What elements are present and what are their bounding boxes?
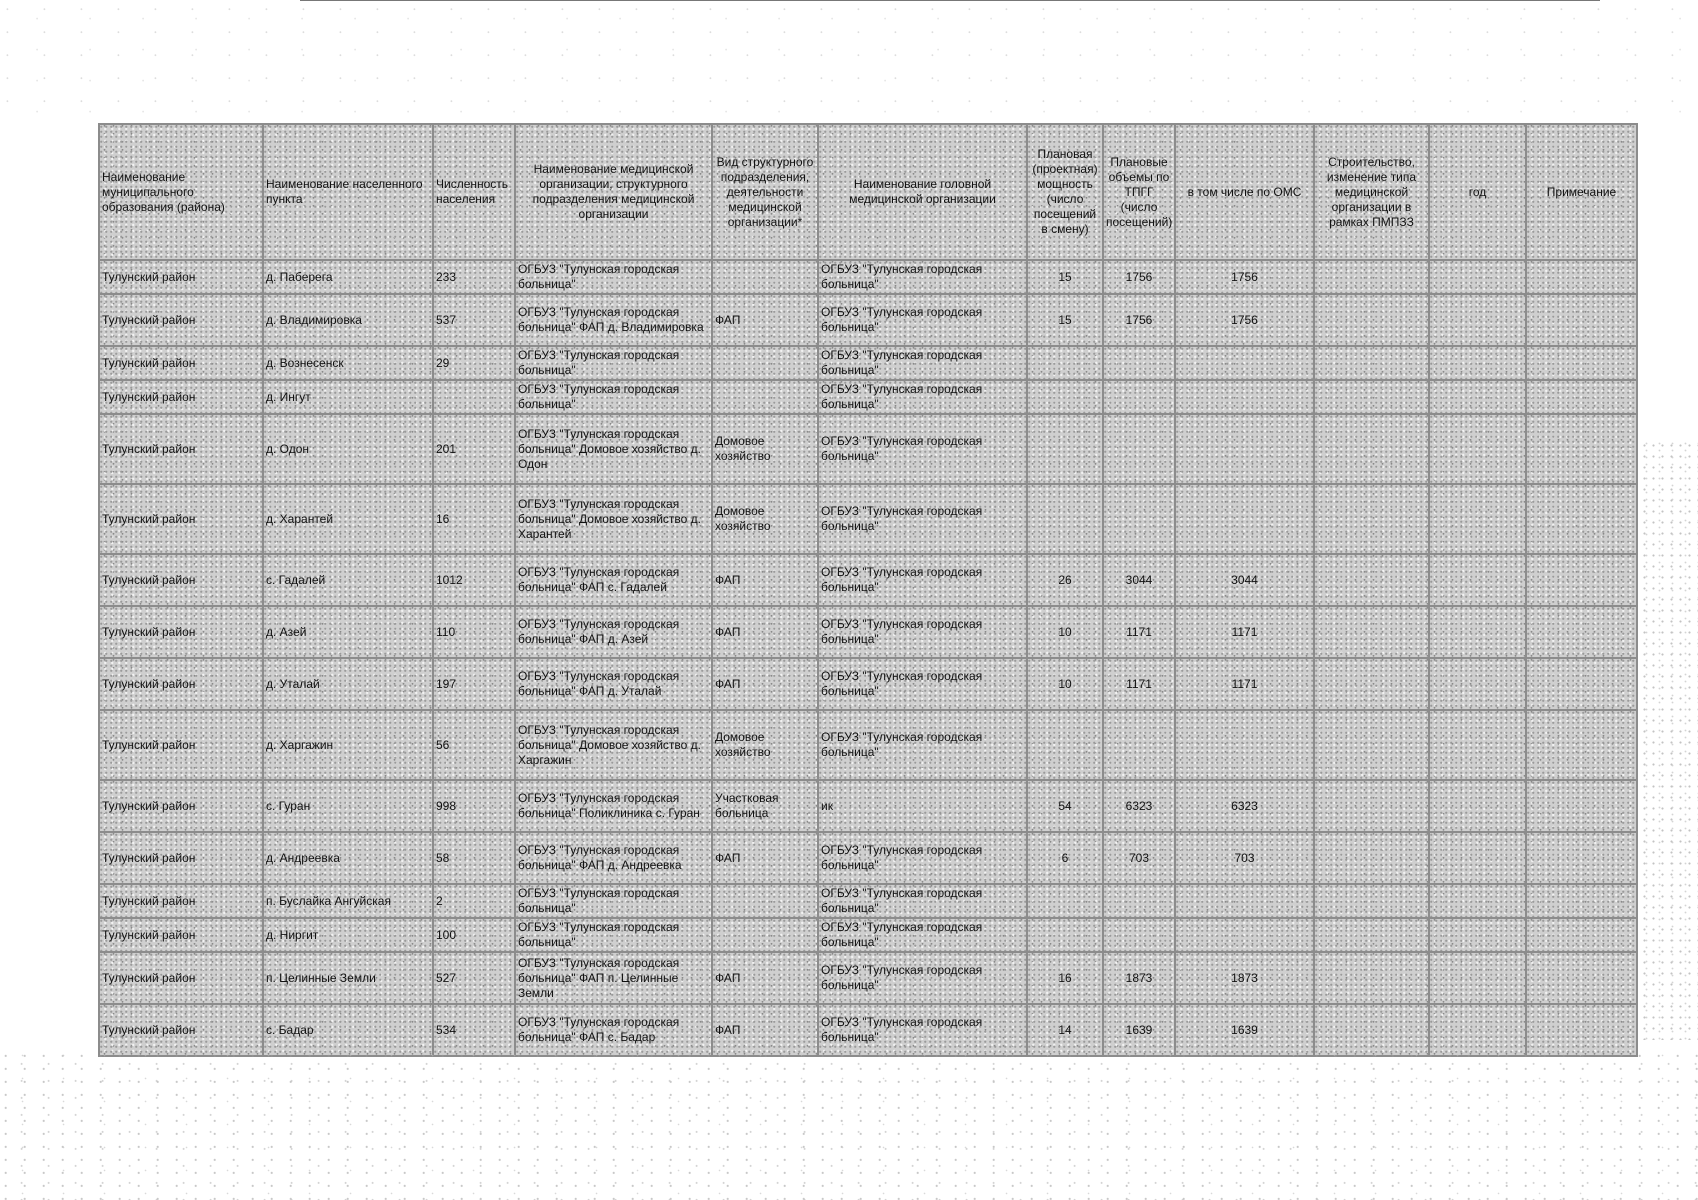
cell-year xyxy=(1429,380,1526,414)
header-col-settlement: Наименование населенного пункта xyxy=(263,124,433,260)
header-col-oms-volume: в том числе по ОМС xyxy=(1175,124,1314,260)
cell-oms-volume xyxy=(1175,414,1314,484)
cell-year xyxy=(1429,606,1526,658)
cell-note xyxy=(1526,884,1637,918)
cell-organization: ОГБУЗ "Тулунская городская больница" ФАП д. Уталай xyxy=(515,658,712,710)
cell-municipality: Тулунский район xyxy=(99,260,263,294)
cell-organization: ОГБУЗ "Тулунская городская больница" xyxy=(515,346,712,380)
cell-organization: ОГБУЗ "Тулунская городская больница" xyxy=(515,380,712,414)
cell-planned-capacity: 54 xyxy=(1027,780,1103,832)
cell-year xyxy=(1429,918,1526,952)
cell-planned-volume: 1171 xyxy=(1103,606,1175,658)
cell-population: 197 xyxy=(433,658,515,710)
cell-oms-volume: 1873 xyxy=(1175,952,1314,1004)
cell-oms-volume: 703 xyxy=(1175,832,1314,884)
cell-organization: ОГБУЗ "Тулунская городская больница" Домовое хозяйство д. Одон xyxy=(515,414,712,484)
cell-population: 2 xyxy=(433,884,515,918)
header-col-planned-volume: Плановые объемы по ТПГГ (число посещений) xyxy=(1103,124,1175,260)
cell-head-organization: ик xyxy=(818,780,1027,832)
cell-municipality: Тулунский район xyxy=(99,658,263,710)
cell-planned-volume: 6323 xyxy=(1103,780,1175,832)
cell-organization: ОГБУЗ "Тулунская городская больница" Домовое хозяйство д. Харантей xyxy=(515,484,712,554)
cell-unit-type: ФАП xyxy=(712,554,818,606)
cell-oms-volume: 1171 xyxy=(1175,658,1314,710)
cell-unit-type xyxy=(712,884,818,918)
cell-oms-volume xyxy=(1175,884,1314,918)
cell-unit-type: Домовое хозяйство xyxy=(712,710,818,780)
cell-planned-volume xyxy=(1103,380,1175,414)
cell-oms-volume xyxy=(1175,710,1314,780)
cell-settlement: с. Гуран xyxy=(263,780,433,832)
cell-head-organization: ОГБУЗ "Тулунская городская больница" xyxy=(818,484,1027,554)
cell-population: 110 xyxy=(433,606,515,658)
cell-planned-volume xyxy=(1103,884,1175,918)
cell-planned-volume: 1639 xyxy=(1103,1004,1175,1056)
cell-year xyxy=(1429,658,1526,710)
cell-note xyxy=(1526,380,1637,414)
header-col-construction: Строительство, изменение типа медицинской организации в рамках ПМПЗЗ xyxy=(1314,124,1429,260)
cell-construction xyxy=(1314,484,1429,554)
cell-population: 29 xyxy=(433,346,515,380)
cell-oms-volume xyxy=(1175,346,1314,380)
medical-organizations-table xyxy=(98,123,1638,1057)
table-row xyxy=(99,554,1637,606)
cell-planned-capacity: 15 xyxy=(1027,294,1103,346)
cell-municipality: Тулунский район xyxy=(99,710,263,780)
cell-year xyxy=(1429,1004,1526,1056)
table-row xyxy=(99,780,1637,832)
cell-construction xyxy=(1314,918,1429,952)
table-row xyxy=(99,484,1637,554)
cell-population: 233 xyxy=(433,260,515,294)
cell-head-organization: ОГБУЗ "Тулунская городская больница" xyxy=(818,918,1027,952)
cell-organization: ОГБУЗ "Тулунская городская больница" ФАП п. Целинные Земли xyxy=(515,952,712,1004)
cell-head-organization: ОГБУЗ "Тулунская городская больница" xyxy=(818,380,1027,414)
table-row xyxy=(99,832,1637,884)
cell-oms-volume xyxy=(1175,484,1314,554)
table-row xyxy=(99,380,1637,414)
cell-organization: ОГБУЗ "Тулунская городская больница" xyxy=(515,918,712,952)
cell-note xyxy=(1526,832,1637,884)
cell-year xyxy=(1429,710,1526,780)
header-row xyxy=(99,124,1637,260)
cell-note xyxy=(1526,606,1637,658)
cell-note xyxy=(1526,294,1637,346)
table-row xyxy=(99,1004,1637,1056)
cell-settlement: д. Андреевка xyxy=(263,832,433,884)
cell-head-organization: ОГБУЗ "Тулунская городская больница" xyxy=(818,554,1027,606)
cell-planned-volume xyxy=(1103,710,1175,780)
cell-planned-capacity xyxy=(1027,884,1103,918)
cell-construction xyxy=(1314,884,1429,918)
cell-settlement: п. Буслайка Ангуйская xyxy=(263,884,433,918)
cell-organization: ОГБУЗ "Тулунская городская больница" xyxy=(515,884,712,918)
cell-municipality: Тулунский район xyxy=(99,884,263,918)
cell-note xyxy=(1526,260,1637,294)
cell-planned-volume xyxy=(1103,346,1175,380)
cell-year xyxy=(1429,260,1526,294)
cell-note xyxy=(1526,780,1637,832)
header-col-planned-capacity: Плановая (проектная) мощность (число посещений в смену) xyxy=(1027,124,1103,260)
cell-population: 100 xyxy=(433,918,515,952)
cell-municipality: Тулунский район xyxy=(99,294,263,346)
cell-unit-type: ФАП xyxy=(712,294,818,346)
cell-population: 537 xyxy=(433,294,515,346)
cell-settlement: с. Гадалей xyxy=(263,554,433,606)
cell-year xyxy=(1429,952,1526,1004)
cell-construction xyxy=(1314,260,1429,294)
cell-planned-capacity xyxy=(1027,380,1103,414)
cell-population: 58 xyxy=(433,832,515,884)
cell-settlement: д. Ниргит xyxy=(263,918,433,952)
header-col-population: Численность населения xyxy=(433,124,515,260)
header-col-organization: Наименование медицинской организации, структурного подразделения медицинской организации xyxy=(515,124,712,260)
header-col-unit-type: Вид структурного подразделения, деятельности медицинской организации* xyxy=(712,124,818,260)
cell-planned-volume: 1756 xyxy=(1103,260,1175,294)
cell-planned-volume: 3044 xyxy=(1103,554,1175,606)
cell-municipality: Тулунский район xyxy=(99,414,263,484)
cell-planned-volume xyxy=(1103,918,1175,952)
cell-year xyxy=(1429,294,1526,346)
cell-municipality: Тулунский район xyxy=(99,484,263,554)
cell-population: 56 xyxy=(433,710,515,780)
cell-head-organization: ОГБУЗ "Тулунская городская больница" xyxy=(818,884,1027,918)
header-col-year: год xyxy=(1429,124,1526,260)
cell-planned-capacity: 14 xyxy=(1027,1004,1103,1056)
cell-planned-volume: 1756 xyxy=(1103,294,1175,346)
cell-settlement: д. Уталай xyxy=(263,658,433,710)
cell-unit-type: ФАП xyxy=(712,1004,818,1056)
cell-head-organization: ОГБУЗ "Тулунская городская больница" xyxy=(818,658,1027,710)
cell-oms-volume xyxy=(1175,918,1314,952)
scan-noise-top xyxy=(0,0,1698,120)
cell-year xyxy=(1429,484,1526,554)
cell-organization: ОГБУЗ "Тулунская городская больница" ФАП д. Владимировка xyxy=(515,294,712,346)
cell-organization: ОГБУЗ "Тулунская городская больница" ФАП д. Андреевка xyxy=(515,832,712,884)
cell-municipality: Тулунский район xyxy=(99,554,263,606)
table-row xyxy=(99,346,1637,380)
cell-head-organization: ОГБУЗ "Тулунская городская больница" xyxy=(818,346,1027,380)
cell-oms-volume: 1639 xyxy=(1175,1004,1314,1056)
cell-head-organization: ОГБУЗ "Тулунская городская больница" xyxy=(818,710,1027,780)
cell-municipality: Тулунский район xyxy=(99,918,263,952)
cell-construction xyxy=(1314,554,1429,606)
cell-settlement: д. Паберега xyxy=(263,260,433,294)
cell-unit-type: Домовое хозяйство xyxy=(712,484,818,554)
cell-population: 527 xyxy=(433,952,515,1004)
cell-planned-capacity xyxy=(1027,484,1103,554)
cell-settlement: д. Владимировка xyxy=(263,294,433,346)
cell-note xyxy=(1526,346,1637,380)
cell-year xyxy=(1429,832,1526,884)
cell-head-organization: ОГБУЗ "Тулунская городская больница" xyxy=(818,606,1027,658)
cell-settlement: с. Бадар xyxy=(263,1004,433,1056)
cell-unit-type xyxy=(712,260,818,294)
cell-population: 534 xyxy=(433,1004,515,1056)
cell-planned-volume: 1873 xyxy=(1103,952,1175,1004)
cell-planned-capacity xyxy=(1027,414,1103,484)
cell-note xyxy=(1526,414,1637,484)
cell-oms-volume xyxy=(1175,380,1314,414)
cell-planned-capacity: 15 xyxy=(1027,260,1103,294)
cell-unit-type xyxy=(712,918,818,952)
table-row xyxy=(99,414,1637,484)
table-row xyxy=(99,884,1637,918)
cell-construction xyxy=(1314,952,1429,1004)
cell-municipality: Тулунский район xyxy=(99,380,263,414)
scan-noise-right xyxy=(1640,440,1698,1040)
cell-municipality: Тулунский район xyxy=(99,832,263,884)
cell-organization: ОГБУЗ "Тулунская городская больница" Домовое хозяйство д. Харгажин xyxy=(515,710,712,780)
cell-head-organization: ОГБУЗ "Тулунская городская больница" xyxy=(818,414,1027,484)
cell-planned-volume xyxy=(1103,484,1175,554)
scan-noise-bottom xyxy=(0,1052,1698,1200)
cell-oms-volume: 1756 xyxy=(1175,294,1314,346)
cell-organization: ОГБУЗ "Тулунская городская больница" ФАП с. Бадар xyxy=(515,1004,712,1056)
cell-settlement: п. Целинные Земли xyxy=(263,952,433,1004)
cell-municipality: Тулунский район xyxy=(99,780,263,832)
cell-population: 16 xyxy=(433,484,515,554)
cell-oms-volume: 1171 xyxy=(1175,606,1314,658)
cell-planned-capacity: 10 xyxy=(1027,606,1103,658)
cell-planned-capacity xyxy=(1027,918,1103,952)
cell-head-organization: ОГБУЗ "Тулунская городская больница" xyxy=(818,294,1027,346)
cell-settlement: д. Вознесенск xyxy=(263,346,433,380)
cell-oms-volume: 3044 xyxy=(1175,554,1314,606)
table-row xyxy=(99,658,1637,710)
cell-note xyxy=(1526,484,1637,554)
cell-construction xyxy=(1314,780,1429,832)
cell-planned-volume: 1171 xyxy=(1103,658,1175,710)
table-row xyxy=(99,918,1637,952)
cell-oms-volume: 1756 xyxy=(1175,260,1314,294)
cell-settlement: д. Харгажин xyxy=(263,710,433,780)
cell-settlement: д. Ингут xyxy=(263,380,433,414)
cell-unit-type: ФАП xyxy=(712,606,818,658)
header-col-note: Примечание xyxy=(1526,124,1637,260)
cell-population xyxy=(433,380,515,414)
cell-year xyxy=(1429,346,1526,380)
cell-construction xyxy=(1314,414,1429,484)
cell-planned-capacity: 26 xyxy=(1027,554,1103,606)
cell-population: 998 xyxy=(433,780,515,832)
cell-planned-capacity xyxy=(1027,710,1103,780)
cell-settlement: д. Харантей xyxy=(263,484,433,554)
cell-organization: ОГБУЗ "Тулунская городская больница" ФАП д. Азей xyxy=(515,606,712,658)
cell-municipality: Тулунский район xyxy=(99,1004,263,1056)
cell-construction xyxy=(1314,294,1429,346)
cell-head-organization: ОГБУЗ "Тулунская городская больница" xyxy=(818,952,1027,1004)
table-header xyxy=(99,124,1637,260)
cell-unit-type: Участковая больница xyxy=(712,780,818,832)
cell-population: 201 xyxy=(433,414,515,484)
cell-note xyxy=(1526,1004,1637,1056)
table-row xyxy=(99,260,1637,294)
cell-construction xyxy=(1314,832,1429,884)
cell-head-organization: ОГБУЗ "Тулунская городская больница" xyxy=(818,1004,1027,1056)
table-row xyxy=(99,710,1637,780)
cell-note xyxy=(1526,658,1637,710)
cell-planned-capacity: 6 xyxy=(1027,832,1103,884)
cell-organization: ОГБУЗ "Тулунская городская больница" xyxy=(515,260,712,294)
cell-head-organization: ОГБУЗ "Тулунская городская больница" xyxy=(818,832,1027,884)
header-col-municipality: Наименование муниципального образования (района) xyxy=(99,124,263,260)
cell-year xyxy=(1429,554,1526,606)
table-row xyxy=(99,606,1637,658)
cell-note xyxy=(1526,554,1637,606)
page-edge-line xyxy=(300,0,1600,1)
cell-year xyxy=(1429,414,1526,484)
table-row xyxy=(99,294,1637,346)
cell-unit-type: ФАП xyxy=(712,832,818,884)
cell-note xyxy=(1526,952,1637,1004)
cell-planned-volume: 703 xyxy=(1103,832,1175,884)
cell-construction xyxy=(1314,346,1429,380)
cell-settlement: д. Одон xyxy=(263,414,433,484)
cell-construction xyxy=(1314,1004,1429,1056)
cell-note xyxy=(1526,710,1637,780)
cell-construction xyxy=(1314,658,1429,710)
cell-population: 1012 xyxy=(433,554,515,606)
table-row xyxy=(99,952,1637,1004)
header-col-head-organization: Наименование головной медицинской организации xyxy=(818,124,1027,260)
cell-unit-type xyxy=(712,380,818,414)
cell-planned-capacity xyxy=(1027,346,1103,380)
table-body xyxy=(99,260,1637,1056)
cell-construction xyxy=(1314,606,1429,658)
cell-settlement: д. Азей xyxy=(263,606,433,658)
cell-head-organization: ОГБУЗ "Тулунская городская больница" xyxy=(818,260,1027,294)
cell-construction xyxy=(1314,380,1429,414)
cell-note xyxy=(1526,918,1637,952)
cell-planned-volume xyxy=(1103,414,1175,484)
cell-municipality: Тулунский район xyxy=(99,952,263,1004)
cell-construction xyxy=(1314,710,1429,780)
cell-planned-capacity: 16 xyxy=(1027,952,1103,1004)
cell-unit-type xyxy=(712,346,818,380)
cell-organization: ОГБУЗ "Тулунская городская больница" ФАП с. Гадалей xyxy=(515,554,712,606)
cell-unit-type: Домовое хозяйство xyxy=(712,414,818,484)
cell-unit-type: ФАП xyxy=(712,658,818,710)
cell-year xyxy=(1429,884,1526,918)
cell-municipality: Тулунский район xyxy=(99,346,263,380)
cell-year xyxy=(1429,780,1526,832)
cell-planned-capacity: 10 xyxy=(1027,658,1103,710)
cell-oms-volume: 6323 xyxy=(1175,780,1314,832)
cell-municipality: Тулунский район xyxy=(99,606,263,658)
cell-organization: ОГБУЗ "Тулунская городская больница" Поликлиника с. Гуран xyxy=(515,780,712,832)
cell-unit-type: ФАП xyxy=(712,952,818,1004)
